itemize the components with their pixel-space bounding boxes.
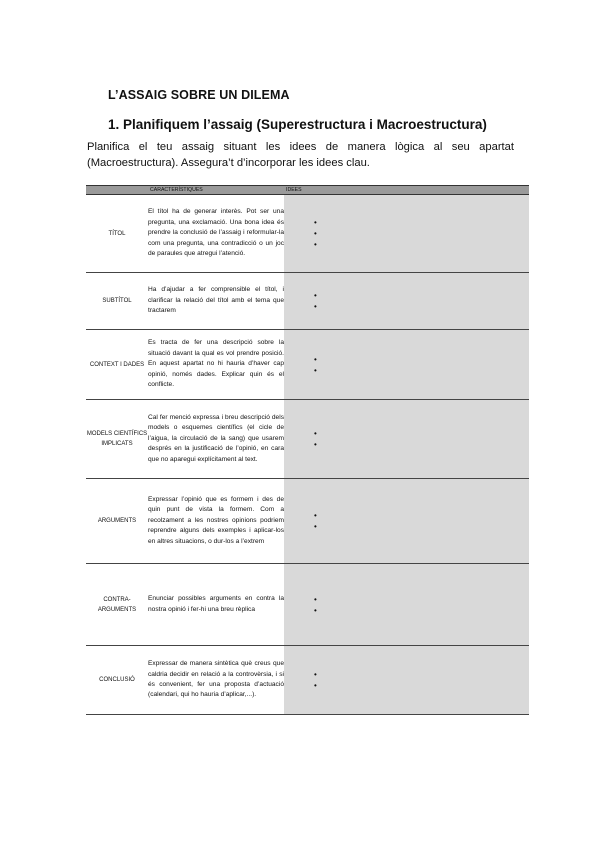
ideas-cell[interactable] <box>284 479 529 564</box>
ideas-cell[interactable] <box>284 564 529 646</box>
bullet-point-icon: • <box>314 594 317 604</box>
table-row <box>86 564 529 646</box>
table-body <box>86 195 529 715</box>
table-row <box>86 400 529 479</box>
bullet-point-icon: • <box>314 354 317 364</box>
row-description: Expressar de manera sintètica què creus que caldria decidir en relació a la controvèrsia, i si és convenient, fer una proposta d’actuació (calendari, qui ho hauria d’aplicar,...). <box>148 646 284 715</box>
row-label: MODELS CIENTÍFICS IMPLICATS <box>86 400 148 479</box>
bullet-point-icon: • <box>314 365 317 375</box>
row-label: CONTRA-ARGUMENTS <box>86 564 148 646</box>
header-ideas: IDEES <box>284 186 529 195</box>
row-description: El títol ha de generar interès. Pot ser una pregunta, una exclamació. Una bona idea és prendre la conclusió de l’assaig i reformular-la com una pregunta, una contradicció o un joc de paraules que atregui l’atenció. <box>148 195 284 273</box>
row-label: SUBTÍTOL <box>86 273 148 330</box>
bullet-point-icon: • <box>314 605 317 615</box>
row-description: Ha d’ajudar a fer comprensible el títol, i clarificar la relació del títol amb el tema que tractarem <box>148 273 284 330</box>
row-description: Expressar l’opinió que es formem i des de quin punt de vista la formem. Com a recolzament a les nostres opinions podriem reprendre alguns dels exemples i aplicar-los en altres situacions, o dur-los a l’extrem <box>148 479 284 564</box>
row-label: TÍTOL <box>86 195 148 273</box>
ideas-cell[interactable] <box>284 195 529 273</box>
ideas-cell[interactable] <box>284 273 529 330</box>
header-characteristics: CARACTERÍSTIQUES <box>148 186 284 195</box>
ideas-bullet-list <box>284 217 529 250</box>
bullet-point-icon: • <box>314 429 317 438</box>
bullet-point-icon: • <box>314 240 317 249</box>
ideas-bullet-list <box>284 594 529 616</box>
row-description: Enunciar possibles arguments en contra la nostra opinió i fer-hi una breu rèplica <box>148 564 284 646</box>
ideas-cell[interactable] <box>284 330 529 400</box>
row-label: ARGUMENTS <box>86 479 148 564</box>
bullet-point-icon: • <box>314 302 317 311</box>
ideas-cell[interactable] <box>284 400 529 479</box>
document-title: L’ASSAIG SOBRE UN DILEMA <box>108 88 290 102</box>
table-row <box>86 273 529 330</box>
bullet-point-icon: • <box>314 522 317 531</box>
table-row <box>86 195 529 273</box>
planning-table <box>86 185 529 715</box>
row-label: CONCLUSIÓ <box>86 646 148 715</box>
table-row <box>86 646 529 715</box>
row-description: Es tracta de fer una descripció sobre la situació davant la qual es vol prendre posició. En aquest apartat no hi hauria d’haver cap opinió, només dades. Explicar quin és el conflicte. <box>148 330 284 400</box>
intro-paragraph: Planifica el teu assaig situant les idees de manera lògica al seu apartat (Macroestructura). Assegura’t d’incorporar les idees clau. <box>87 141 514 169</box>
section-heading: 1. Planifiquem l’assaig (Superestructura i Macroestructura) <box>108 117 487 132</box>
bullet-point-icon: • <box>314 291 317 300</box>
ideas-bullet-list <box>284 669 529 691</box>
bullet-point-icon: • <box>314 670 317 679</box>
bullet-point-icon: • <box>314 681 317 690</box>
ideas-bullet-list <box>284 510 529 532</box>
ideas-cell[interactable] <box>284 646 529 715</box>
table-row <box>86 330 529 400</box>
bullet-point-icon: • <box>314 511 317 520</box>
header-label <box>86 186 148 195</box>
bullet-point-icon: • <box>314 218 317 227</box>
bullet-point-icon: • <box>314 440 317 449</box>
ideas-bullet-list <box>284 354 529 376</box>
ideas-bullet-list <box>284 428 529 450</box>
ideas-bullet-list <box>284 290 529 312</box>
table-row <box>86 479 529 564</box>
table-header-row <box>86 186 529 195</box>
row-description: Cal fer menció expressa i breu descripció dels models o esquemes científics (el cicle de l’aigua, la circulació de la sang) que usarem després en la justificació de l’opinió, en cara que no aparegui explícitament al text. <box>148 400 284 479</box>
row-label: CONTEXT I DADES <box>86 330 148 400</box>
bullet-point-icon: • <box>314 229 317 238</box>
